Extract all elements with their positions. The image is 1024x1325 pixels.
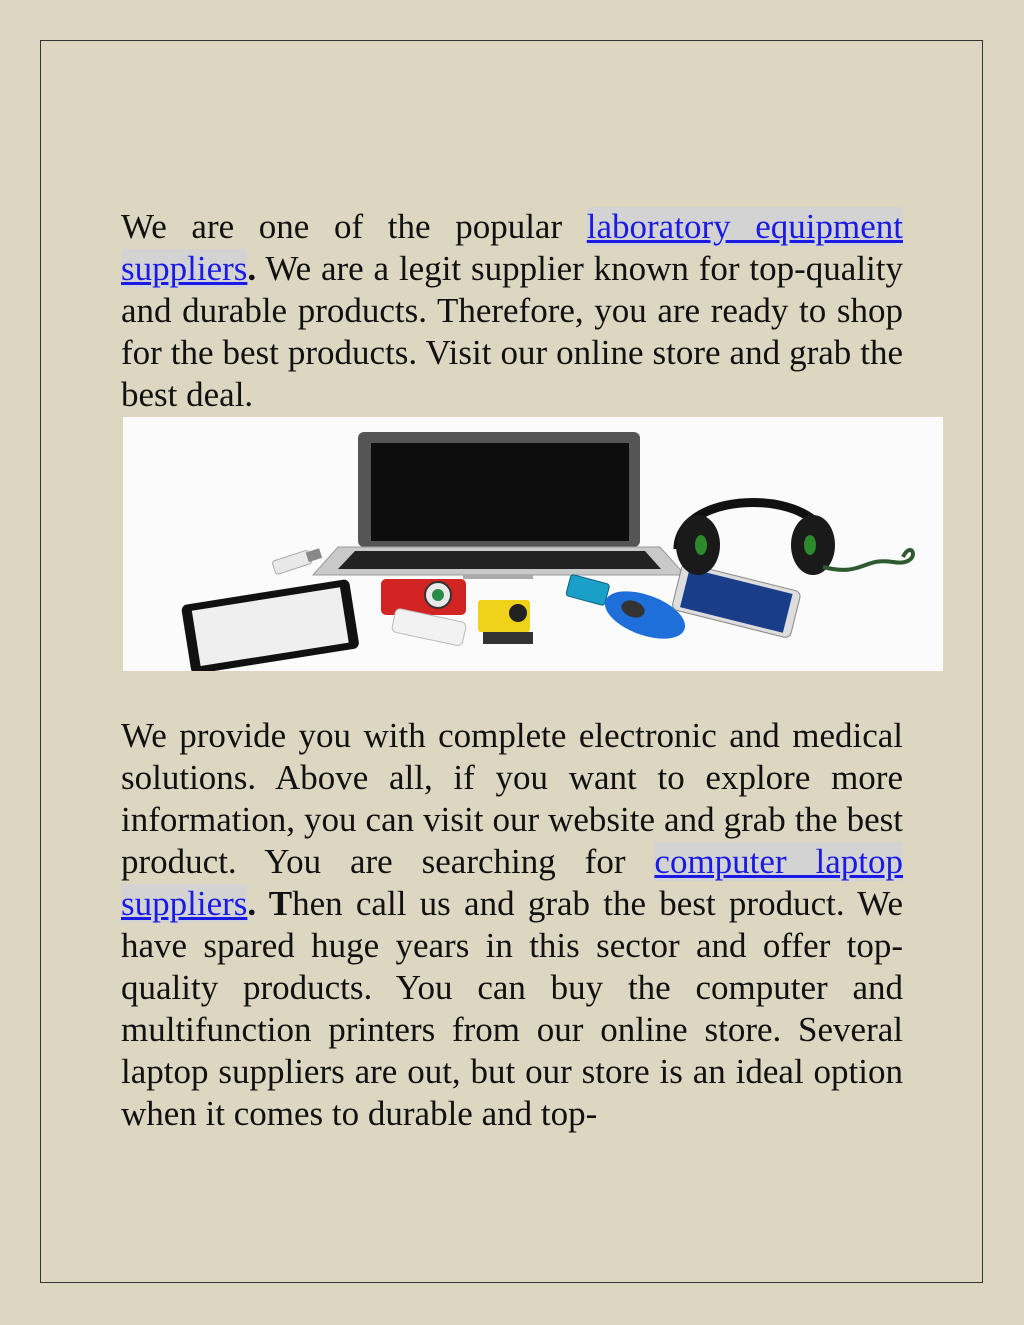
computer-laptop-suppliers-link[interactable]: computer laptop suppliers	[121, 842, 904, 923]
laboratory-equipment-suppliers-link[interactable]: laboratory equipment suppliers	[121, 207, 903, 288]
intro-paragraph: We are one of the popular laboratory equipment suppliers. We are a legit supplier known for top-quality and durable products. Therefore, you are ready to shop for the best products. Visit our online store and grab the best deal.	[121, 207, 903, 414]
camera	[381, 579, 466, 615]
usb-drive	[272, 546, 323, 574]
small-device	[566, 574, 610, 606]
smartphone	[671, 563, 801, 639]
headphones	[676, 503, 913, 576]
laptop	[313, 432, 685, 579]
action-camera	[478, 600, 533, 644]
body-paragraph: We provide you with complete electronic and medical solutions. Above all, if you want to explore more information, you can visit our website and grab the best product. You are searching for computer laptop suppliers. Then call us and grab the best product. We have spared huge years in this sector and offer top-quality products. You can buy the computer and multifunction printers from our online store. Several laptop suppliers are out, but our store is an ideal option when it comes to durable and top-	[121, 716, 904, 1133]
tablet	[181, 579, 360, 671]
electronics-photo	[123, 417, 943, 671]
